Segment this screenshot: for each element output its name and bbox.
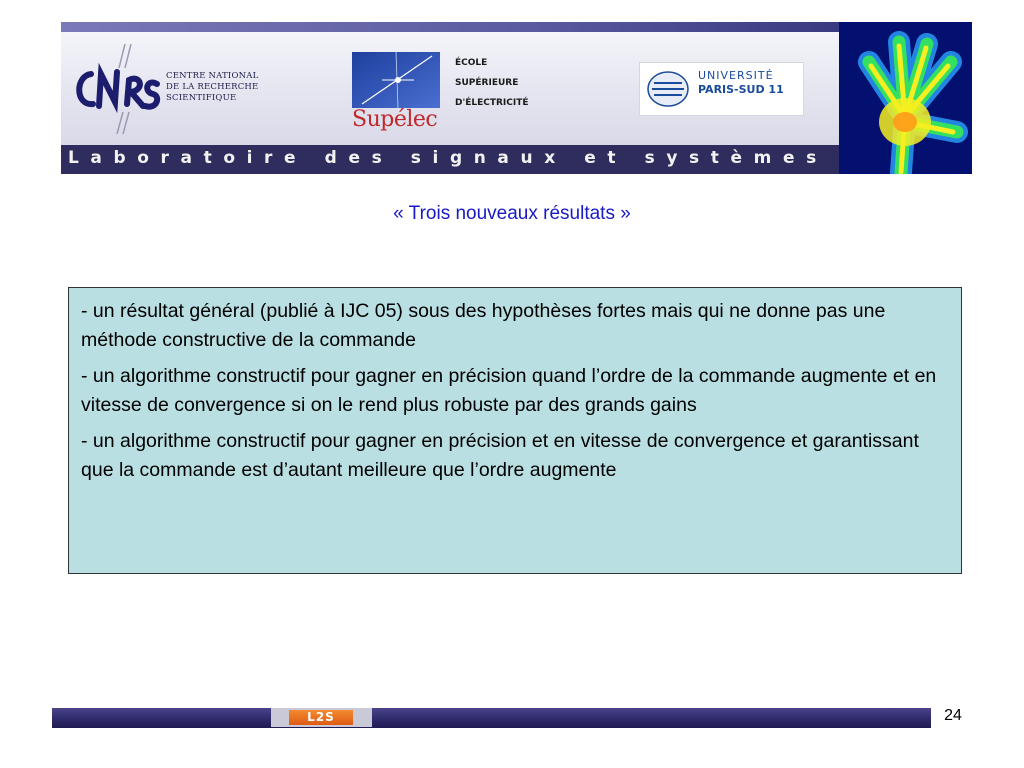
paris-sud-univ: UNIVERSITÉ: [698, 69, 774, 82]
bullet-item: - un algorithme constructif pour gagner en précision et en vitesse de convergence et garantissant que la commande est d’autant meilleure que l’ordre augmente: [81, 430, 919, 481]
lab-name-strip: [61, 145, 839, 174]
bullet-item: - un résultat général (publié à IJC 05) sous des hypothèses fortes mais qui ne donne pas une méthode constructive de la commande: [81, 300, 886, 351]
cnrs-name: CENTRE NATIONAL DE LA RECHERCHE SCIENTIFIQUE: [166, 71, 259, 103]
supelec-name: ÉCOLE SUPÉRIEURE D'ÉLECTRICITÉ: [455, 58, 529, 108]
paris-sud-emblem-icon: [646, 69, 690, 109]
header-banner: [61, 22, 972, 174]
paris-sud-name: PARIS-SUD 11: [698, 83, 784, 96]
footer-bar: [52, 708, 931, 728]
logo-area: [61, 22, 839, 145]
l2s-logo: L2S: [289, 710, 353, 725]
cnrs-logo-icon: [69, 44, 161, 134]
paris-sud-logo-icon: [639, 62, 804, 116]
l2s-badge: [271, 708, 372, 727]
bullet-item: - un algorithme constructif pour gagner en précision quand l’ordre de la commande augmente et en vitesse de convergence si on le rend plus robuste par des grands gains: [81, 365, 937, 416]
page-number: 24: [944, 707, 962, 724]
results-box: [68, 287, 962, 574]
banner-top-band: [61, 22, 839, 32]
hand-image-icon: [839, 22, 972, 174]
lab-name: Laboratoire des signaux et systèmes: [68, 148, 828, 168]
supelec-wordmark: Supélec: [352, 107, 438, 132]
slide-title: « Trois nouveaux résultats »: [393, 203, 631, 224]
